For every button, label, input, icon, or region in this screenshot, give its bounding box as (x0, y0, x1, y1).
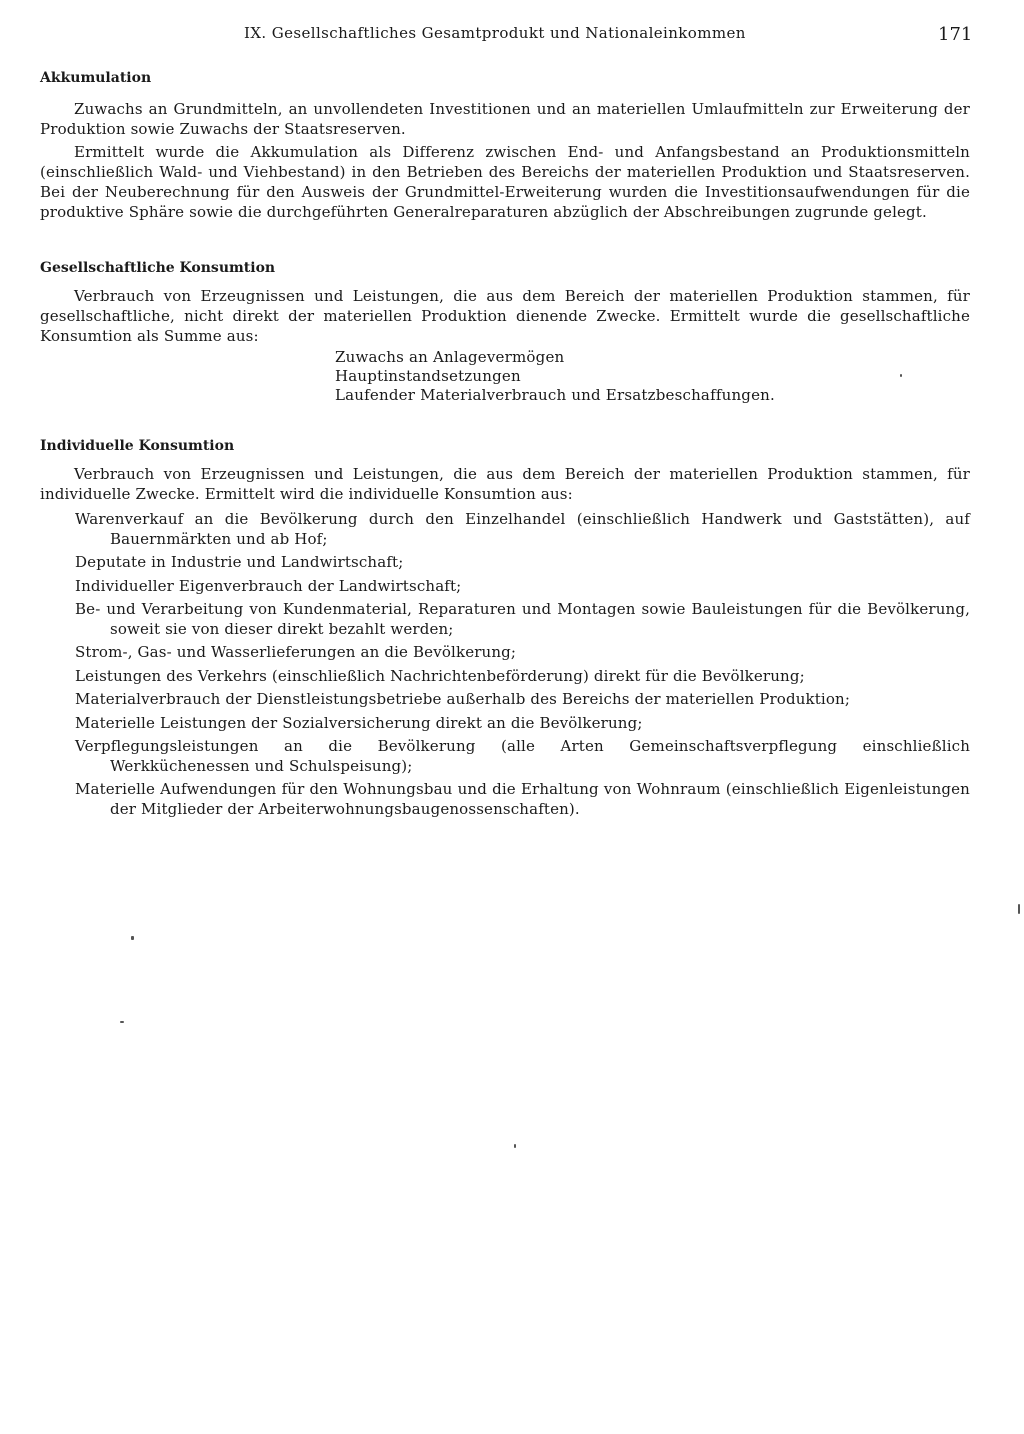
list-item: Individueller Eigenverbrauch der Landwirtschaft; (75, 576, 462, 595)
list-item: Warenverkauf an die Bevölkerung durch den Einzelhandel (einschließlich Handwerk und Gaststätten), auf Bauernmärkten und ab Hof; (75, 510, 970, 548)
gesellschaftliche-konsumtion-list (335, 348, 775, 405)
running-head: IX. Gesellschaftliches Gesamtprodukt und Nationaleinkommen (244, 24, 746, 42)
section-heading-gesellschaftliche-konsumtion: Gesellschaftliche Konsumtion (40, 260, 276, 276)
list-item: Leistungen des Verkehrs (einschließlich Nachrichtenbeförderung) direkt für die Bevölkerung; (75, 666, 805, 685)
scan-speck (514, 1144, 516, 1148)
list-item: Hauptinstandsetzungen (335, 367, 521, 385)
section-heading-individuelle-konsumtion: Individuelle Konsumtion (40, 438, 235, 454)
scan-speck (900, 374, 902, 377)
scan-speck (131, 936, 134, 940)
individuelle-konsumtion-paragraph: Verbrauch von Erzeugnissen und Leistungen, die aus dem Bereich der materiellen Produktion stammen, für individuelle Zwecke. Ermittelt wird die individuelle Konsumtion aus: (40, 465, 970, 503)
list-item: Zuwachs an Anlagevermögen (335, 348, 565, 366)
list-item: Be- und Verarbeitung von Kundenmaterial, Reparaturen und Montagen sowie Bauleistungen für die Bevölkerung, soweit sie von dieser direkt bezahlt werden; (75, 600, 970, 638)
list-item: Strom-, Gas- und Wasserlieferungen an die Bevölkerung; (75, 643, 517, 661)
akkumulation-paragraph-2: Ermittelt wurde die Akkumulation als Differenz zwischen End- und Anfangsbestand an Produktionsmitteln (einschließlich Wald- und Viehbestand) in den Betrieben des Bereichs der materiellen Produktion und Staatsreserven. Bei der Neuberechnung für den Ausweis der Grundmittel-Erweiterung wurden die Investitionsaufwendungen für die produktive Sphäre sowie die durchgeführten Generalreparaturen abzüglich der Abschreibungen zugrunde gelegt. (40, 143, 970, 221)
page-number: 171 (938, 24, 973, 45)
list-item: Laufender Materialverbrauch und Ersatzbeschaffungen. (335, 386, 776, 404)
list-item: Deputate in Industrie und Landwirtschaft; (75, 553, 404, 571)
list-item: Materialverbrauch der Dienstleistungsbetriebe außerhalb des Bereichs der materiellen Produktion; (75, 690, 851, 708)
list-item: Materielle Aufwendungen für den Wohnungsbau und die Erhaltung von Wohnraum (einschließlich Eigenleistungen der Mitglieder der Arbeiterwohnungsbaugenossenschaften). (75, 780, 970, 818)
section-heading-akkumulation: Akkumulation (40, 70, 152, 86)
list-item: Verpflegungsleistungen an die Bevölkerung (alle Arten Gemeinschaftsverpflegung einschließlich Werkküchenessen und Schulspeisung); (75, 737, 970, 775)
individuelle-konsumtion-list (75, 510, 970, 823)
scan-speck (1018, 904, 1020, 914)
scan-speck (120, 1021, 124, 1023)
list-item: Materielle Leistungen der Sozialversicherung direkt an die Bevölkerung; (75, 713, 643, 732)
akkumulation-paragraph-1: Zuwachs an Grundmitteln, an unvollendeten Investitionen und an materiellen Umlaufmitteln zur Erweiterung der Produktion sowie Zuwachs der Staatsreserven. (40, 100, 970, 138)
gesellschaftliche-konsumtion-paragraph: Verbrauch von Erzeugnissen und Leistungen, die aus dem Bereich der materiellen Produktion stammen, für gesellschaftliche, nicht direkt der materiellen Produktion dienende Zwecke. Ermittelt wurde die gesellschaftliche Konsumtion als Summe aus: (40, 287, 970, 345)
